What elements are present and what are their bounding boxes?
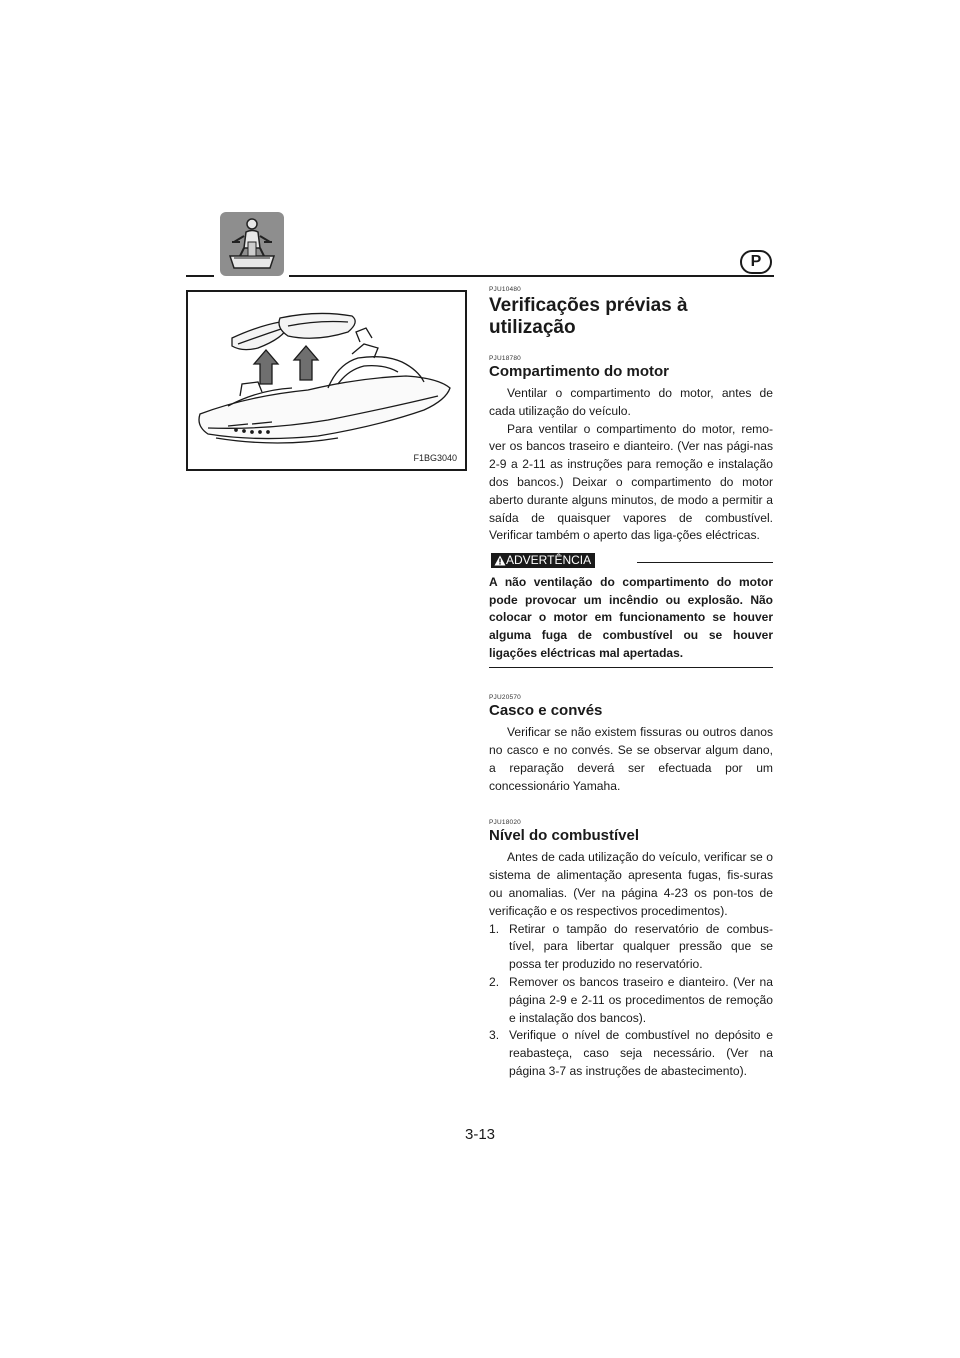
paragraph: Verificar se não existem fissuras ou outros danos no casco e no convés. Se se observar algum dano, a reparação deverá ser efectuada por um concessionário Yamaha. (489, 725, 773, 793)
page-title: Verificações prévias à utilização (489, 295, 688, 338)
section-title-engine: Compartimento do motor (489, 363, 669, 380)
warning-text: A não ventilação do compartimento do motor pode provocar um incêndio ou explosão. Não colocar o motor em funcionamento se houver alguma fuga de combustível ou se houver ligações eléctricas mal apertadas. (489, 575, 773, 660)
warning-triangle-icon (494, 555, 506, 566)
content-column (489, 286, 773, 1081)
jetski-rider-icon (220, 212, 284, 276)
list-item: 3. Verifique o nível de combustível no depósito e reabasteça, caso seja necessário. (Ver na página 3-7 as instruções de abastecimento). (489, 1028, 773, 1078)
section-code: PJU20570 (489, 694, 521, 702)
figure-seat-removal (186, 290, 467, 471)
page-number: 3-13 (464, 1126, 496, 1143)
warning-end-rule (489, 667, 773, 668)
language-badge: P (740, 250, 772, 274)
fuel-steps-list (489, 921, 773, 1081)
warning-label: ADVERTÊNCIA (506, 553, 592, 568)
jetski-seat-removal-illustration (188, 292, 465, 469)
section-code: PJU18020 (489, 819, 521, 827)
section-title-hull: Casco e convés (489, 702, 603, 720)
warning-header (489, 551, 773, 571)
paragraph: Antes de cada utilização do veículo, verificar se o sistema de alimentação apresenta fugas, fis-suras ou anomalias. (Ver na página 4-23 os pon-tos de verificação e os respectivos procedimentos). (489, 850, 773, 918)
paragraph: Para ventilar o compartimento do motor, remo-ver os bancos traseiro e dianteiro. (Ver nas pági-nas 2-9 a 2-11 as instruções para remoção e instalação dos bancos.) Deixar o compartimento do motor aberto durante alguns minutos, de modo a permitir a saída de quaisquer vapores de combustível. Verificar também o aperto das liga-ções eléctricas. (489, 421, 773, 543)
figure-code: F1BG3040 (413, 453, 457, 463)
list-item: 2. Remover os bancos traseiro e dianteiro. (Ver na página 2-9 e 2-11 os procedimentos de remoção e instalação dos bancos). (489, 974, 773, 1025)
warning-badge (491, 553, 595, 568)
header-rule-right (289, 275, 774, 277)
warning-rule (637, 562, 773, 563)
header-rule-left (186, 275, 214, 277)
section-code: PJU18780 (489, 355, 521, 362)
list-item: 1. Retirar o tampão do reservatório de combus-tível, para libertar qualquer pressão que se possa ter produzido no reservatório. (489, 921, 773, 972)
section-title-fuel: Nível do combustível (489, 827, 640, 845)
paragraph: Ventilar o compartimento do motor, antes de cada utilização do veículo. (489, 386, 773, 418)
section-code: PJU10480 (489, 286, 521, 293)
